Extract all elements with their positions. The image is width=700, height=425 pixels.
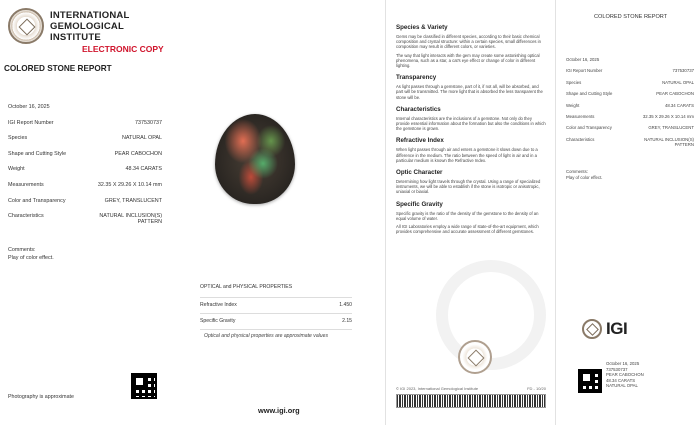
right-value: GREY, TRANSLUCENT [648,125,694,131]
institute-name [50,10,129,43]
igi-seal-icon [8,8,44,44]
right-key: Species [566,79,582,85]
right-value: NATURAL INCLUSION(S) PATTERN [644,136,694,147]
detail-row [8,120,162,136]
right-detail-row [566,68,694,79]
photo-note: Photography is approximate [8,394,74,400]
section-text: Gems may be classified in different species, according to their basic chemical composition and crystal structure: within a certain species, small differences in composition may result in different colors, or varieties. [396,34,541,50]
igi-logo-icon [582,319,602,339]
right-summary [606,361,644,389]
report-summary-panel [555,0,700,425]
section-title: Specific Gravity [396,200,443,208]
section-title: Species & Variety [396,24,448,31]
summary-line: PEAR CABOCHON [606,372,644,377]
right-date: October 16, 2025 [566,57,600,62]
detail-key: Species [8,135,28,142]
section-text: As light passes through a gemstone, part of it, if not all, will be absorbed, and part will be transmitted. The more light that is absorbed the less transparent the stone will be. [396,84,543,100]
optical-value: 2.15 [342,318,352,324]
qr-code-icon[interactable] [578,369,602,393]
right-key: Color and Transparency [566,125,612,131]
right-detail-row [566,91,694,102]
comments-text: Play of color effect. [8,254,54,261]
detail-key: Measurements [8,181,44,188]
detail-key: Color and Transparency [8,197,66,204]
section-title: Transparency [396,74,437,82]
copyright-text: © IGI 2023, International Gemological Institute [396,386,479,391]
detail-key: Characteristics [8,213,44,220]
institute-line-2: GEMOLOGICAL [50,21,124,32]
summary-line: 48.34 CARATS [606,377,636,383]
detail-key: Weight [8,166,25,173]
barcode-icon [396,394,546,408]
optical-heading: OPTICAL and PHYSICAL PROPERTIES [200,284,293,290]
detail-row [8,151,162,167]
info-section [396,106,546,132]
detail-row [8,213,162,229]
right-detail-row [566,103,694,114]
right-detail-row [566,114,694,125]
right-comments-text: Play of color effect. [566,174,603,180]
electronic-copy-label: ELECTRONIC COPY [82,44,164,54]
right-detail-row [566,137,694,148]
detail-key: Shape and Cutting Style [8,150,67,157]
section-text: When light passes through air and enters a gemstone it slows down due to a difference in the medium. The ratio between the speed of light in air and in a particular medium is known the Refractive Index. [396,147,538,163]
section-title: Refractive Index [396,137,444,145]
right-key: Weight [566,102,580,108]
section-text: Determining how light travels through the crystal. Using a range of specialized instruments, we will be able to establish if the stone is isotropic or anisotropic, uniaxial or biaxial. [396,179,541,195]
right-value: 737530737 [672,68,694,74]
detail-row [8,182,162,198]
section-text: Specific gravity is the ratio of the density of the gemstone to the density of an equal volume of water. [396,210,539,221]
detail-row [8,135,162,151]
report-details [8,104,162,229]
right-key: Shape and Cutting Style [566,91,613,97]
right-comments [566,169,602,181]
info-section [396,137,546,163]
form-code: FD - 10/20 [527,386,546,391]
institute-line-1: INTERNATIONAL [50,10,130,21]
section-title: Characteristics [396,105,441,113]
right-key: Characteristics [566,136,595,142]
right-value: NATURAL OPAL [662,79,694,85]
detail-value: 32.35 X 29.26 X 10.14 mm [97,181,162,188]
right-report-title: COLORED STONE REPORT [594,14,668,20]
right-value: PEAR CABOCHON [656,91,694,97]
institute-line-3: INSTITUTE [50,32,101,43]
detail-value: NATURAL INCLUSION(S) PATTERN [99,213,162,226]
right-detail-row [566,80,694,91]
detail-value: PEAR CABOCHON [114,150,162,157]
detail-value: 737530737 [135,119,162,126]
summary-line: 737530737 [606,366,628,372]
optical-value: 1.450 [339,302,352,308]
right-details [566,57,694,148]
optical-row [200,297,352,313]
right-key: Measurements [566,113,595,119]
detail-row [8,198,162,214]
right-key: IGI Report Number [566,68,603,74]
optical-key: Specific Gravity [200,318,236,324]
report-date: October 16, 2025 [8,104,50,110]
summary-line: NATURAL OPAL [606,383,638,388]
detail-value: NATURAL OPAL [121,135,162,142]
info-sections [396,24,546,240]
right-comments-label: Comments: [566,169,588,174]
report-title: COLORED STONE REPORT [4,64,112,73]
igi-logo-text: IGI [606,319,628,338]
section-text: All IGI Laboratories employ a wide range of state-of-the-art equipment, which provides comprehensive and accurate assessment of different gemstones. [396,224,539,235]
optical-note: Optical and physical properties are approximate values [204,333,329,339]
detail-value: GREY, TRANSLUCENT [104,197,162,204]
hologram-seal-icon [458,340,492,374]
right-detail-row [566,125,694,136]
optical-row [200,313,352,330]
info-section [396,201,546,235]
section-text: The way that light interacts with the gem may create some astonishing optical phenomena, such as a star, a cat's eye effect or change of color in different lighting. [396,52,540,69]
igi-logo [582,319,627,339]
info-section [396,24,546,68]
section-text: Internal characteristics are the inclusions of a gemstone. Not only do they provide essential information about the formation but also the conditions in which the gemstone is grown. [396,115,546,132]
qr-code-icon[interactable] [131,373,157,399]
optical-properties [200,284,352,330]
section-title: Optic Character [396,169,443,177]
info-section [396,74,546,100]
detail-key: IGI Report Number [8,119,54,126]
comments [8,247,54,262]
right-value: 32.35 X 29.26 X 10.14 mm [642,113,694,119]
info-section [396,169,546,195]
copyright-line [396,386,546,391]
opal-gem-photo [215,114,295,204]
comments-label: Comments: [8,247,36,253]
right-detail-row [566,57,694,68]
detail-row [8,104,162,120]
website-link[interactable]: www.igi.org [258,406,300,415]
report-info-panel [385,0,555,425]
right-value: 48.34 CARATS [664,102,694,108]
detail-value: 48.34 CARATS [125,166,162,173]
summary-line: October 16, 2025 [606,361,640,366]
detail-row [8,166,162,182]
optical-key: Refractive Index [200,302,237,308]
